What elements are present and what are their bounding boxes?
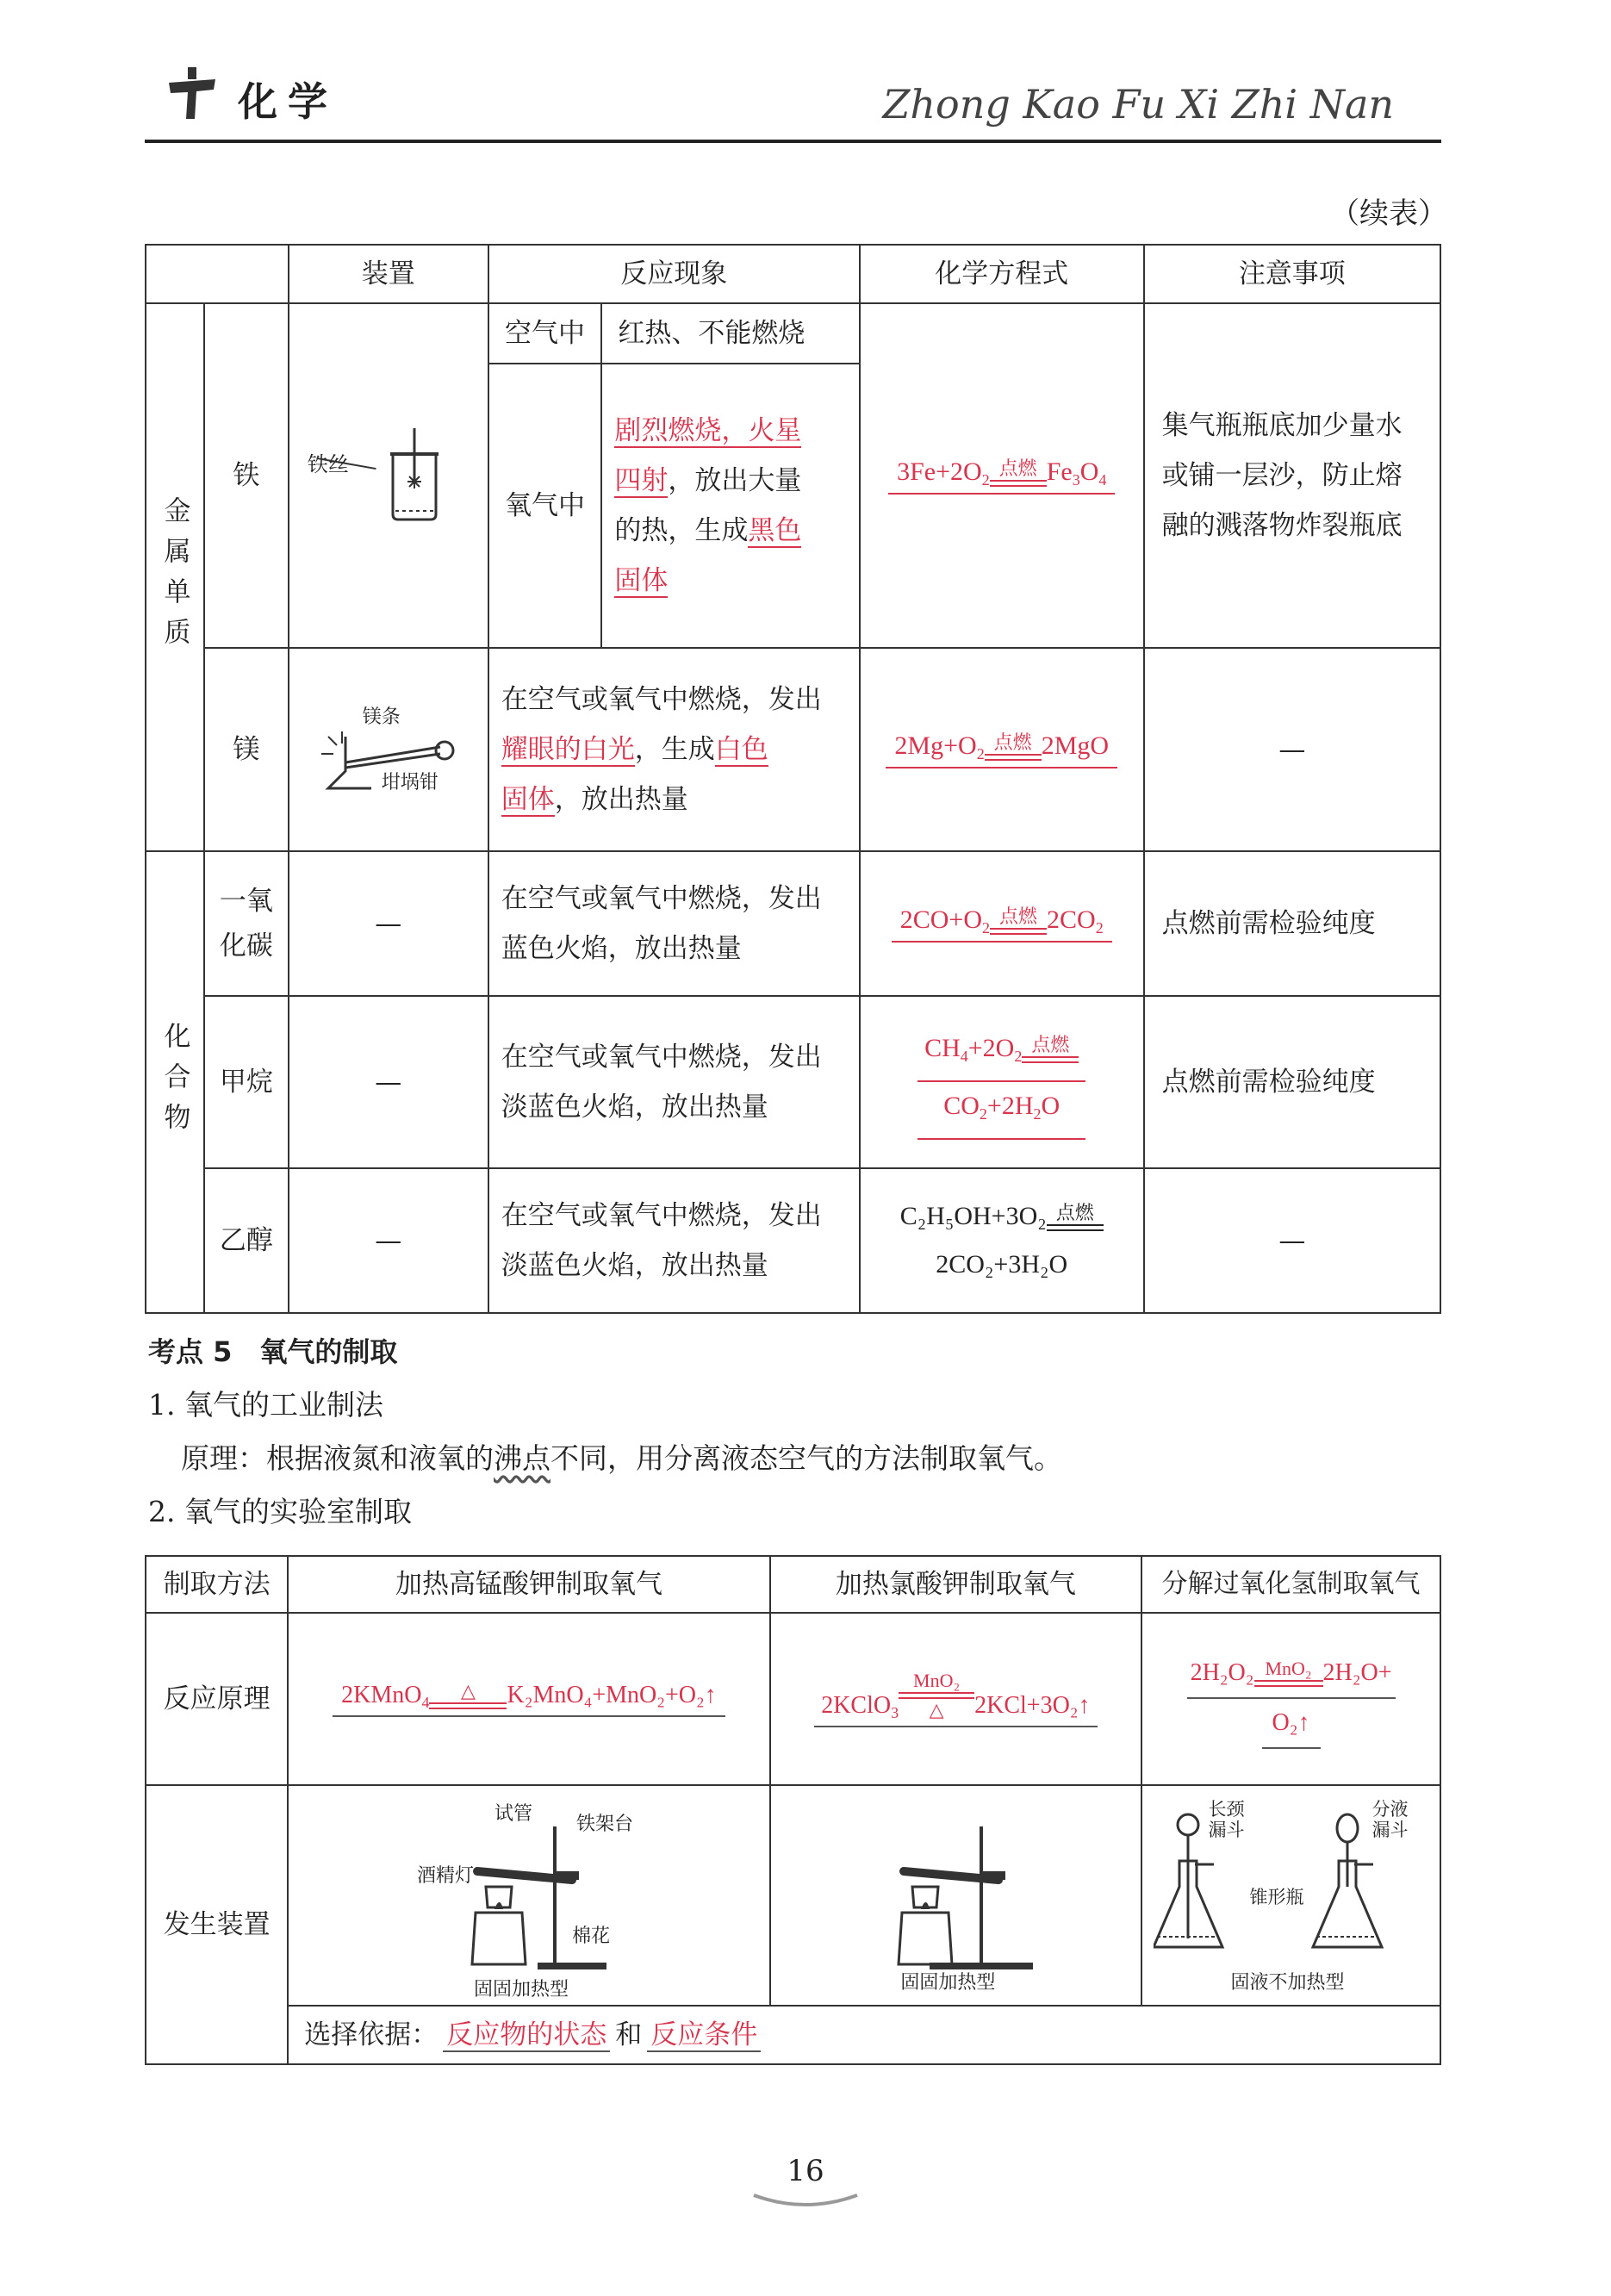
iron-note: 集气瓶瓶底加少量水或铺一层沙，防止熔融的溅落物炸裂瓶底 [1144, 303, 1440, 648]
header-equation: 化学方程式 [860, 245, 1144, 303]
kmno4-caption: 固固加热型 [473, 1979, 569, 2000]
ethanol-phenomenon: 在空气或氧气中燃烧，发出淡蓝色火焰，放出热量 [488, 1168, 860, 1313]
magnesium-phenomenon: 在空气或氧气中燃烧，发出 耀眼的白光，生成白色 固体，放出热量 [488, 648, 860, 851]
h2o2-equation: 2H₂O₂ MnO₂ 2H₂O+ O₂↑ [1141, 1613, 1440, 1785]
co-note: 点燃前需检验纯度 [1144, 851, 1440, 996]
section-title: 考点 5 氧气的制取 [148, 1335, 398, 1368]
test-tube-label: 试管 [494, 1803, 532, 1825]
tongs-label: 坩埚钳 [381, 772, 439, 793]
iron-device-label: 铁丝 [307, 452, 349, 476]
magnesium-device [289, 648, 488, 851]
subject-title: 化学 [238, 78, 338, 125]
group-compound: 化合物 [146, 851, 204, 1313]
header-method: 制取方法 [146, 1556, 288, 1613]
row-principle-label: 反应原理 [146, 1613, 288, 1785]
iron-air-label: 空气中 [488, 303, 602, 364]
flask-apparatus-icon [1154, 1809, 1429, 1960]
iron-oxygen-label: 氧气中 [488, 364, 602, 648]
logo-icon [162, 64, 222, 124]
h2o2-apparatus [1141, 1785, 1440, 2006]
magnesium-equation: $2Mg+O_2$ 点燃 2MgO [860, 648, 1144, 851]
kmno4-apparatus [288, 1785, 769, 2006]
co-phenomenon: 在空气或氧气中燃烧，发出蓝色火焰，放出热量 [488, 851, 860, 996]
header [145, 52, 1441, 146]
kclo3-equation: 2KClO$_3$ MnO₂ △ 2KCl+3O₂↑ [770, 1613, 1141, 1785]
magnesium-name: 镁 [204, 648, 289, 851]
methane-note: 点燃前需检验纯度 [1144, 996, 1440, 1168]
lab-oxygen-table [145, 1555, 1441, 2065]
kclo3-caption: 固固加热型 [900, 1972, 996, 1994]
group-metal: 金属单质 [146, 303, 204, 851]
co-equation: $2CO+O_2$ 点燃 $2CO_2$ [860, 851, 1144, 996]
kclo3-apparatus [770, 1785, 1141, 2006]
iron-device [289, 303, 488, 648]
methane-phenomenon: 在空气或氧气中燃烧，发出淡蓝色火焰，放出热量 [488, 996, 860, 1168]
cotton-label: 棉花 [571, 1926, 610, 1947]
header-notes: 注意事项 [1144, 245, 1440, 303]
separatory-funnel-label: 分液漏斗 [1372, 1799, 1409, 1840]
header-phenomenon: 反应现象 [488, 245, 860, 303]
selection-basis: 选择依据： 反应物的状态 和 反应条件 [288, 2006, 1440, 2064]
magnesium-note: — [1144, 648, 1440, 851]
row-device-label: 发生装置 [146, 1785, 288, 2064]
long-funnel-label: 长颈漏斗 [1208, 1799, 1245, 1840]
methane-device: — [289, 996, 488, 1168]
conical-flask-label: 锥形瓶 [1249, 1887, 1304, 1907]
co-device: — [289, 851, 488, 996]
corner-cell [146, 245, 289, 303]
combustion-table [145, 244, 1441, 1314]
item-lab: 2. 氧气的实验室制取 [148, 1495, 412, 1528]
continued-label: （续表） [1330, 196, 1447, 231]
iron-name: 铁 [204, 303, 289, 648]
methane-name: 甲烷 [204, 996, 289, 1168]
alcohol-lamp-label: 酒精灯 [416, 1865, 474, 1887]
page-number: 16 [750, 2154, 861, 2214]
gas-jar-icon [380, 428, 449, 523]
principle-text: 原理：根据液氮和液氧的沸点不同，用分离液态空气的方法制取氧气。 [181, 1441, 1062, 1475]
ethanol-equation: C₂H₅OH+3O₂ 点燃 2CO₂+3H₂O [860, 1168, 1144, 1313]
series-title: Zhong Kao Fu Xi Zhi Nan [882, 81, 1394, 128]
ethanol-device: — [289, 1168, 488, 1313]
co-name: 一氧化碳 [204, 851, 289, 996]
ethanol-name: 乙醇 [204, 1168, 289, 1313]
header-rule [145, 140, 1441, 143]
iron-stand-label: 铁架台 [575, 1814, 633, 1835]
iron-oxygen-phenomenon: 剧烈燃烧，火星 四射，放出大量 的热，生成黑色 固体 [601, 364, 859, 648]
ethanol-note: — [1144, 1168, 1440, 1313]
header-h2o2: 分解过氧化氢制取氧气 [1141, 1556, 1440, 1613]
methane-equation: $CH_4+2O_2$ 点燃 $CO_2+2H_2O$ [860, 996, 1144, 1168]
kmno4-equation: 2KMnO$_4$ △ K₂MnO₄+MnO₂+O₂↑ [288, 1613, 769, 1785]
iron-equation: $3Fe+2O_2$ 点燃 $Fe_3O_4$ [860, 303, 1144, 648]
header-kmno4: 加热高锰酸钾制取氧气 [288, 1556, 769, 1613]
h2o2-caption: 固液不加热型 [1230, 1972, 1345, 1994]
header-kclo3: 加热氯酸钾制取氧气 [770, 1556, 1141, 1613]
heating-apparatus-icon-2 [869, 1818, 1042, 1973]
iron-air-phenomenon: 红热、不能燃烧 [601, 303, 859, 364]
heating-apparatus-icon [443, 1818, 615, 1973]
header-device: 装置 [289, 245, 488, 303]
item-industrial: 1. 氧气的工业制法 [148, 1388, 383, 1422]
page-ornament-icon [750, 2188, 861, 2214]
tongs-icon [311, 719, 466, 797]
magnesium-label: 镁条 [362, 706, 401, 728]
